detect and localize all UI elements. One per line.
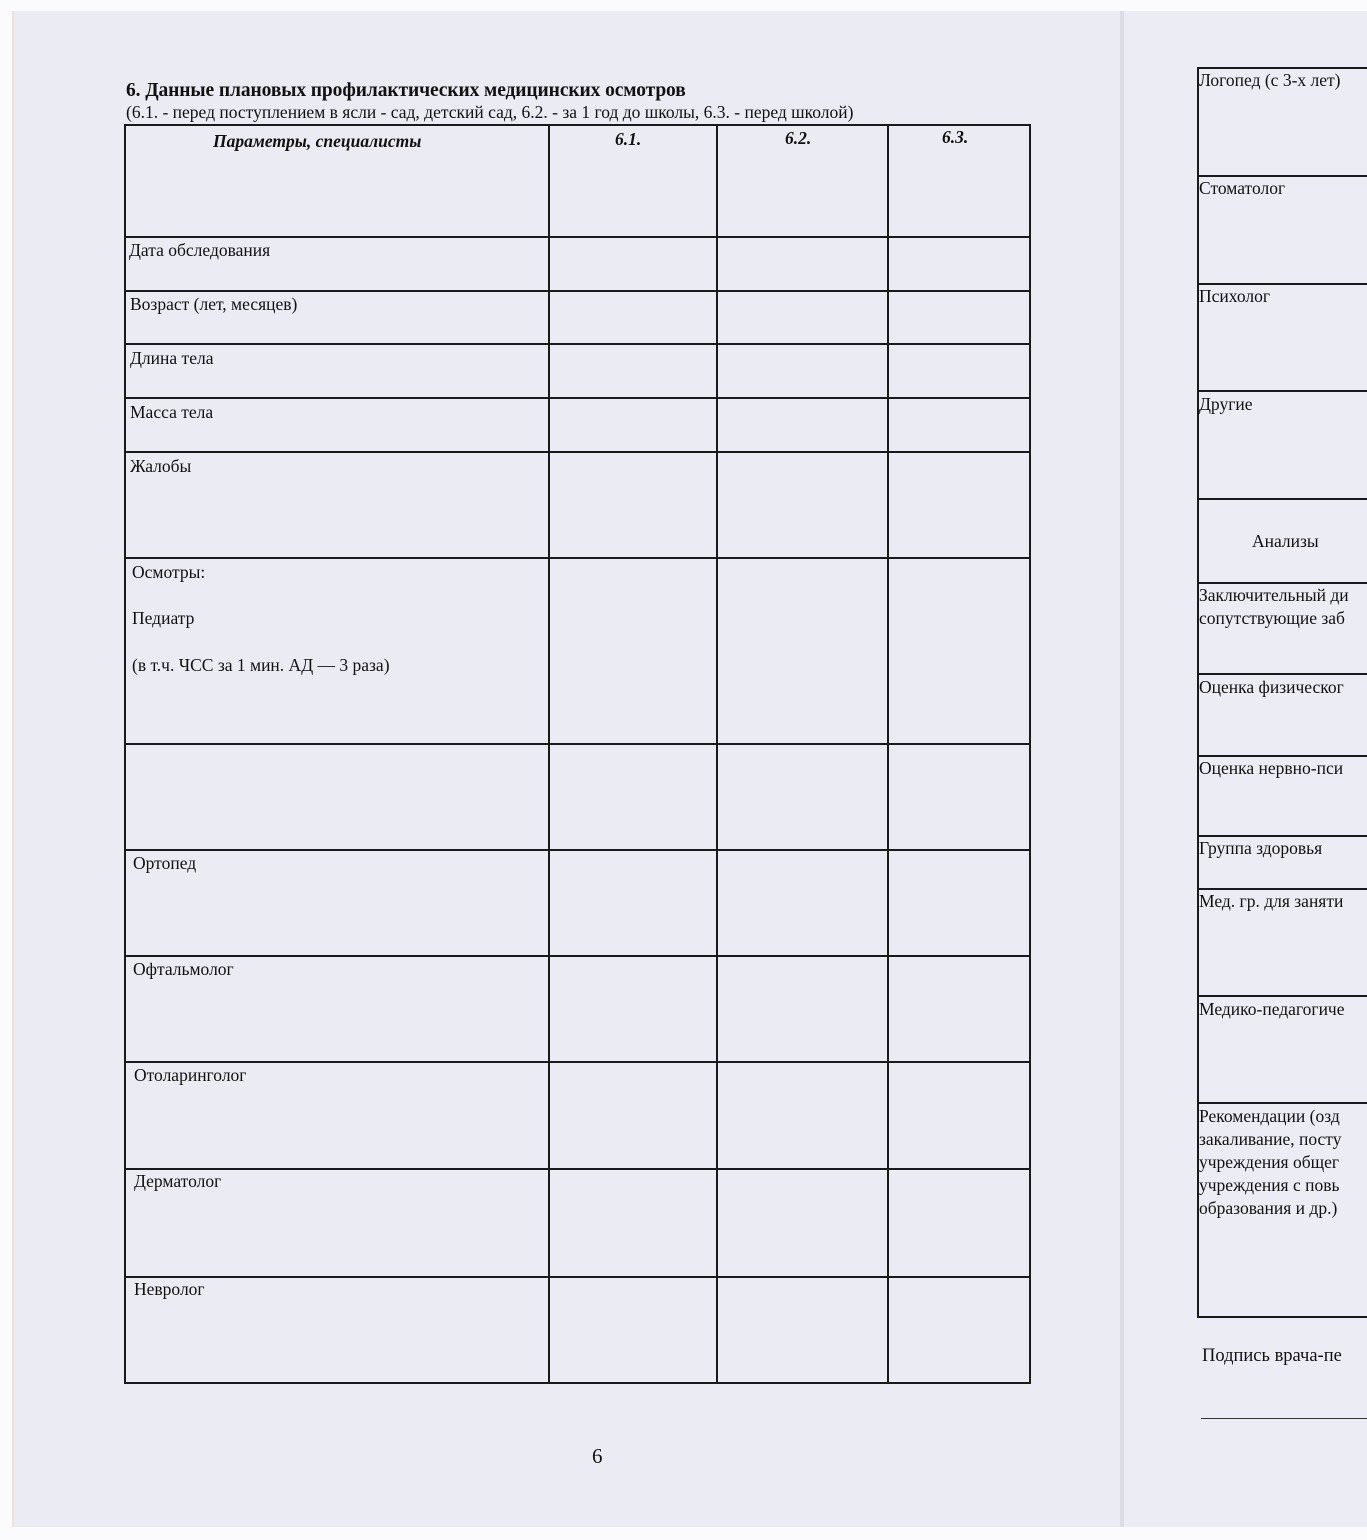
row-line bbox=[1197, 67, 1367, 69]
row-line bbox=[124, 1276, 1031, 1278]
section-subtitle: (6.1. - перед поступлением в ясли - сад, детский сад, 6.2. - за 1 год до школы, 6.3. - перед школой) bbox=[126, 102, 854, 122]
header-6-3: 6.3. bbox=[942, 127, 969, 147]
row-label-orthopedist: Ортопед bbox=[133, 853, 197, 873]
row-label-exam-date: Дата обследования bbox=[129, 240, 271, 260]
row-label-final-diagnosis-2: сопутствующие заб bbox=[1199, 608, 1345, 628]
page-number: 6 bbox=[592, 1444, 603, 1468]
row-label-dentist: Стоматолог bbox=[1199, 178, 1286, 198]
header-parameters: Параметры, специалисты bbox=[213, 131, 422, 151]
row-line bbox=[1197, 175, 1367, 177]
row-line bbox=[124, 955, 1031, 957]
signature-line bbox=[1201, 1418, 1367, 1419]
row-label-psychologist: Психолог bbox=[1199, 286, 1271, 306]
row-line bbox=[124, 343, 1031, 345]
row-label-others: Другие bbox=[1199, 394, 1253, 414]
row-line bbox=[124, 1382, 1031, 1384]
row-line bbox=[1197, 888, 1367, 890]
row-label-recommendations-2: закаливание, посту bbox=[1199, 1129, 1342, 1149]
row-label-recommendations-4: учреждения с повь bbox=[1199, 1175, 1340, 1195]
row-label-otolaryngologist: Отоларинголог bbox=[134, 1065, 247, 1085]
row-line bbox=[124, 1168, 1031, 1170]
row-line bbox=[124, 236, 1031, 238]
row-label-recommendations: Рекомендации (озд bbox=[1199, 1106, 1340, 1126]
section-title: 6. Данные плановых профилактических медицинских осмотров bbox=[126, 80, 686, 101]
table-border-right bbox=[1029, 124, 1031, 1383]
row-line bbox=[1197, 390, 1367, 392]
row-line bbox=[1197, 835, 1367, 837]
table-border-left bbox=[124, 124, 126, 1383]
row-line bbox=[1197, 498, 1367, 500]
row-line bbox=[1197, 995, 1367, 997]
row-line bbox=[124, 290, 1031, 292]
row-label-med-ped: Медико-педагогиче bbox=[1199, 999, 1345, 1019]
row-label-body-mass: Масса тела bbox=[130, 402, 214, 422]
row-label-health-group: Группа здоровья bbox=[1199, 838, 1323, 858]
row-label-pediatrician-note: (в т.ч. ЧСС за 1 мин. АД — 3 раза) bbox=[132, 655, 390, 675]
row-line bbox=[1197, 755, 1367, 757]
row-label-examinations: Осмотры: bbox=[132, 562, 206, 582]
row-line bbox=[124, 743, 1031, 745]
col-divider-2 bbox=[716, 124, 718, 1383]
row-label-final-diagnosis: Заключительный ди bbox=[1199, 585, 1349, 605]
row-label-recommendations-3: учреждения общег bbox=[1199, 1152, 1340, 1172]
row-label-neurologist: Невролог bbox=[134, 1279, 205, 1299]
row-label-neuropsych-assessment: Оценка нервно-пси bbox=[1199, 758, 1344, 778]
row-label-tests: Анализы bbox=[1252, 531, 1319, 551]
header-6-1: 6.1. bbox=[615, 129, 642, 149]
row-line bbox=[1197, 283, 1367, 285]
row-line bbox=[124, 451, 1031, 453]
row-label-physical-assessment: Оценка физическог bbox=[1199, 677, 1344, 697]
row-line bbox=[1197, 1102, 1367, 1104]
row-label-pediatrician: Педиатр bbox=[132, 608, 195, 628]
header-6-2: 6.2. bbox=[785, 128, 812, 148]
row-label-complaints: Жалобы bbox=[130, 456, 192, 476]
col-divider-3 bbox=[887, 124, 889, 1383]
col-divider-1 bbox=[548, 124, 550, 1383]
row-line bbox=[1197, 582, 1367, 584]
row-label-age: Возраст (лет, месяцев) bbox=[130, 294, 298, 314]
row-label-ophthalmologist: Офтальмолог bbox=[133, 959, 234, 979]
row-label-dermatologist: Дерматолог bbox=[134, 1171, 222, 1191]
row-line bbox=[124, 1061, 1031, 1063]
row-line bbox=[124, 397, 1031, 399]
row-label-med-group: Мед. гр. для заняти bbox=[1199, 891, 1344, 911]
row-line bbox=[124, 557, 1031, 559]
signature-label: Подпись врача-пе bbox=[1202, 1346, 1342, 1366]
row-line bbox=[1197, 1316, 1367, 1318]
row-line bbox=[124, 849, 1031, 851]
row-label-speech-therapist: Логопед (с 3-х лет) bbox=[1199, 70, 1341, 90]
row-label-recommendations-5: образования и др.) bbox=[1199, 1198, 1338, 1218]
row-label-body-length: Длина тела bbox=[130, 348, 214, 368]
row-line bbox=[1197, 673, 1367, 675]
row-line bbox=[124, 124, 1031, 126]
